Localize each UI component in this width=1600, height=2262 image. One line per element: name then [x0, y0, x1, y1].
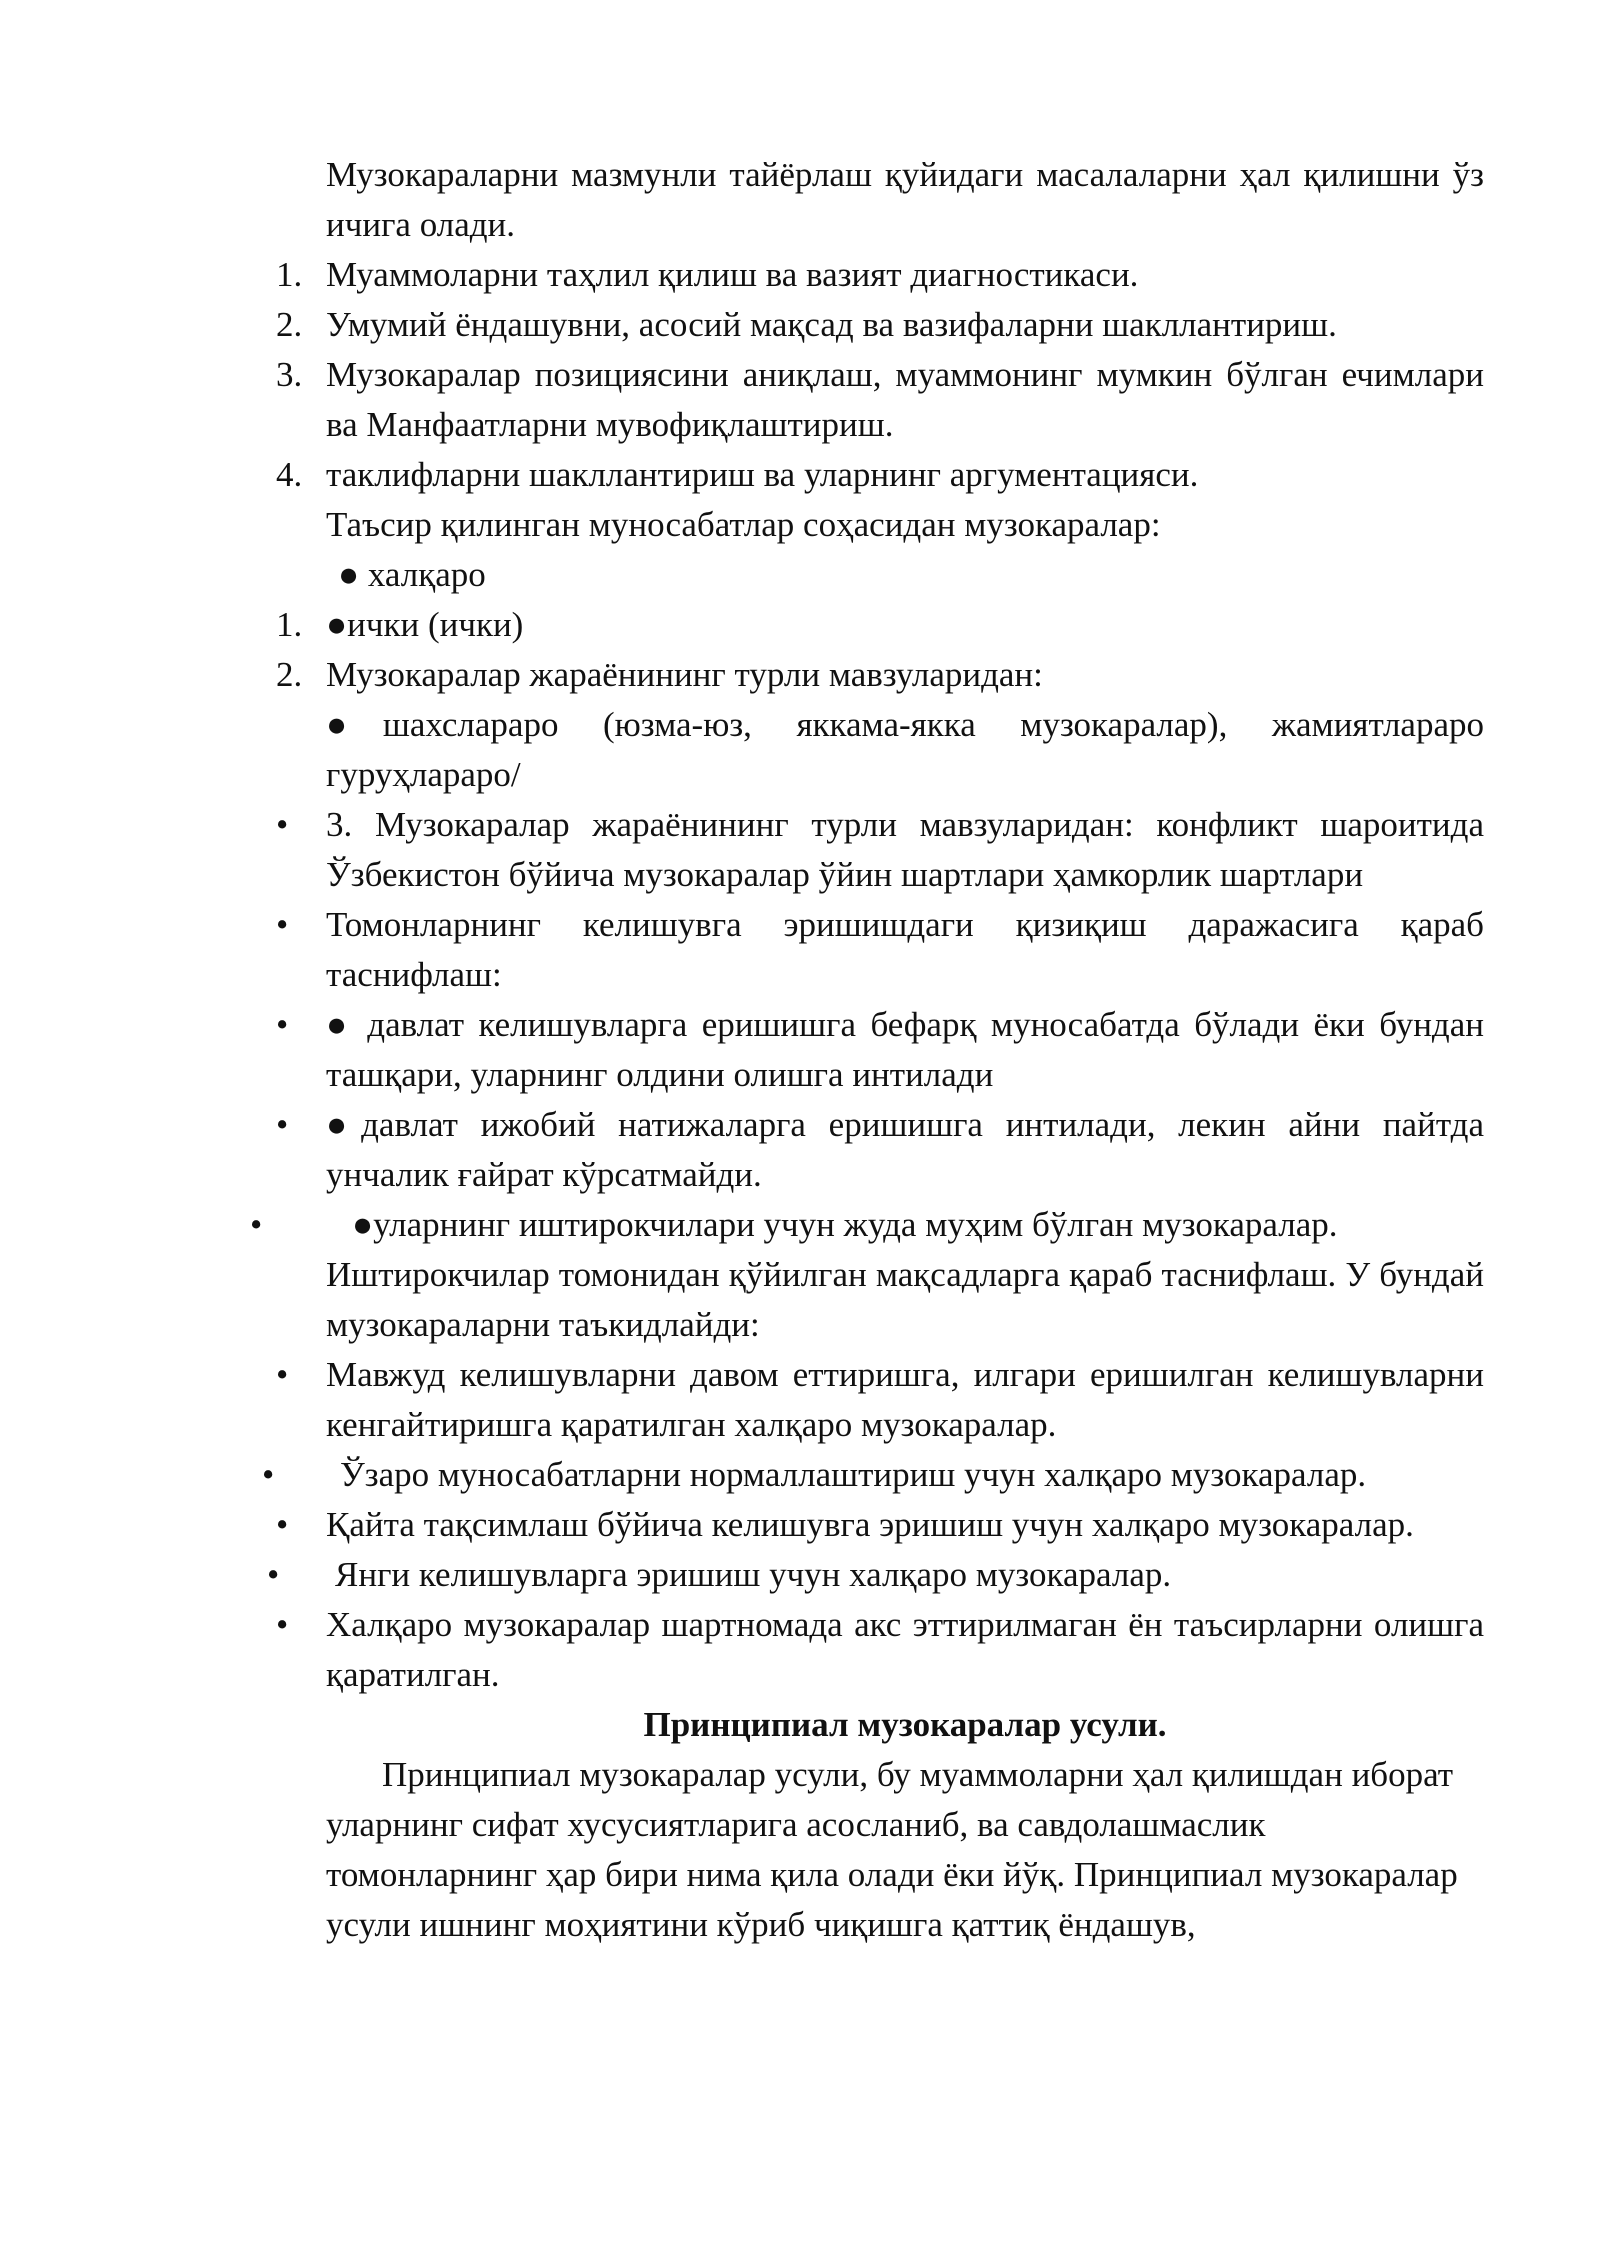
bullet-item: [276, 1100, 1484, 1200]
intro-paragraph: Музокараларни мазмунли тайёрлаш қуйидаги масалаларни ҳал қилишни ўз ичига олади.: [326, 155, 1484, 244]
bullet-item: [267, 1550, 1484, 1600]
bullet-item: [276, 1500, 1484, 1550]
bullet-marker: •: [276, 1355, 289, 1394]
list-item-text: ●ички (ички): [326, 605, 524, 644]
final-paragraph: Принципиал музокаралар усули, бу муаммоларни ҳал қилишдан иборат уларнинг сифат хусусиятларига асосланиб, ва савдолашмаслик томонларнинг ҳар бири нима қила олади ёки йўқ. Принципиал музокаралар усули ишнинг моҳиятини кўриб чиқишга қаттиқ ёндашув,: [326, 1755, 1458, 1944]
bullet-item: [276, 1600, 1484, 1700]
bullet-marker: •: [276, 1605, 289, 1644]
list-item-text: Музокаралар позициясини аниқлаш, муаммонинг мумкин бўлган ечимлари ва Манфаатларни мувофиқлаштириш.: [326, 355, 1484, 444]
list-item-text: таклифларни шакллантириш ва уларнинг аргументацияси.: [326, 455, 1199, 494]
bullet-item-text: Қайта тақсимлаш бўйича келишувга эришиш учун халқаро музокаралар.: [326, 1505, 1414, 1544]
interpersonal-item: ●шахслараро (юзма-юз, яккама-якка музокаралар), жамиятлараро гуруҳлараро/: [326, 705, 1484, 794]
list-item-text: Музокаралар жараёнининг турли мавзуларидан:: [326, 655, 1043, 694]
list-item: [276, 600, 1484, 650]
bullet-marker: •: [262, 1455, 275, 1494]
list-marker: 2.: [276, 305, 303, 344]
bullet-item-text: 3. Музокаралар жараёнининг турли мавзуларидан: конфликт шароитида Ўзбекистон бўйича музокаралар ўйин шартлари ҳамкорлик шартлари: [326, 805, 1484, 894]
bullet-item-text: ● давлат келишувларга еришишга бефарқ муносабатда бўлади ёки бундан ташқари, уларнинг олдини олишга интилади: [326, 1005, 1484, 1094]
list-item-text: Умумий ёндашувни, асосий мақсад ва вазифаларни шакллантириш.: [326, 305, 1337, 344]
bullet-item: [262, 1450, 1484, 1500]
bullet-marker: •: [276, 1105, 289, 1144]
bullet-item: [250, 1200, 1484, 1250]
list-marker: 4.: [276, 455, 303, 494]
international-item: ● халқаро: [338, 555, 486, 594]
list-item: [276, 450, 1484, 500]
list-item: [276, 650, 1484, 700]
bullet-item-text: Томонларнинг келишувга эришишдаги қизиқиш даражасига қараб таснифлаш:: [326, 905, 1484, 994]
bullet-item-text: ●уларнинг иштирокчилари учун жуда муҳим бўлган музокаралар.: [352, 1205, 1338, 1244]
list-item-text: Муаммоларни таҳлил қилиш ва вазият диагностикаси.: [326, 255, 1139, 294]
goals-paragraph: Иштирокчилар томонидан қўйилган мақсадларга қараб таснифлаш. У бундай музокараларни таъкидлайди:: [326, 1255, 1484, 1344]
list-item: [276, 250, 1484, 300]
bullet-marker: •: [276, 1505, 289, 1544]
list-marker: 1.: [276, 605, 303, 644]
list-marker: 3.: [276, 355, 303, 394]
bullet-item-text: Ўзаро муносабатларни нормаллаштириш учун халқаро музокаралар.: [340, 1455, 1367, 1494]
bullet-marker: •: [276, 905, 289, 944]
bullet-marker: •: [276, 1005, 289, 1044]
bullet-item-text: Халқаро музокаралар шартномада акс эттирилмаган ён таъсирларни олишга қаратилган.: [326, 1605, 1484, 1694]
list-item: [276, 350, 1484, 450]
bullet-marker: •: [267, 1555, 280, 1594]
bullet-item-text: Мавжуд келишувларни давом еттиришга, илгари еришилган келишувларни кенгайтиришга қаратилган халқаро музокаралар.: [326, 1355, 1484, 1444]
bullet-marker: •: [276, 805, 289, 844]
list-marker: 1.: [276, 255, 303, 294]
list-item: [276, 300, 1484, 350]
bullet-item: [276, 900, 1484, 1000]
bullet-item: [276, 1350, 1484, 1450]
bullet-marker: •: [250, 1205, 263, 1244]
bullet-item-text: Янги келишувларга эришиш учун халқаро музокаралар.: [335, 1555, 1172, 1594]
section-title: Принципиал музокаралар усули.: [643, 1705, 1167, 1744]
bullet-item-text: ●давлат ижобий натижаларга еришишга интилади, лекин айни пайтда унчалик ғайрат кўрсатмайди.: [326, 1105, 1484, 1194]
document-body: [250, 150, 1484, 1950]
bullet-item: [276, 800, 1484, 900]
list-marker: 2.: [276, 655, 303, 694]
influence-heading: Таъсир қилинган муносабатлар соҳасидан музокаралар:: [326, 505, 1161, 544]
bullet-item: [276, 1000, 1484, 1100]
